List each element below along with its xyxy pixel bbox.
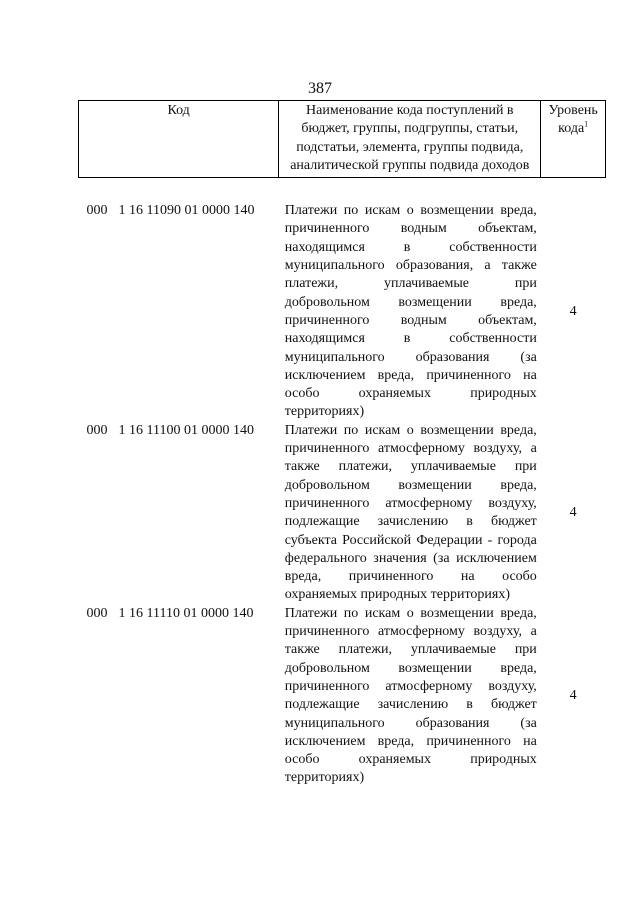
code-level: 4 [569,303,577,319]
footnote-marker: 1 [584,119,589,129]
table-row [79,422,606,605]
table-header-row [79,101,606,178]
revenue-code: 1 16 11090 01 0000 140 [118,203,255,219]
code-cell [79,605,279,788]
code-level: 4 [569,505,577,521]
table-row [79,605,606,788]
table-row [79,202,606,422]
code-description: Платежи по искам о возмещении вреда, причиненного атмосферному воздуху, а также платежи, уплачиваемые при добровольном возмещении вреда, причиненного атмосферному воздуху, подлежащие зачислению в бюджет муниципального образования (за исключением вреда, причиненного на особо охраняемых природных территориях) [284,605,537,786]
header-level-label: Уровень кода [548,103,598,137]
code-level: 4 [569,688,577,704]
header-level [541,101,606,178]
admin-code: 000 [86,605,108,621]
revenue-codes-table [78,100,606,788]
code-description: Платежи по искам о возмещении вреда, причиненного атмосферному воздуху, а также платежи, уплачиваемые при добровольном возмещении вреда, причиненного атмосферному воздуху, подлежащие зачислению в бюджет субъекта Российской Федерации - города федерального значения (за исключением вреда, причиненного на особо охраняемых природных территориях) [284,422,537,603]
admin-code: 000 [86,422,108,438]
code-description: Платежи по искам о возмещении вреда, причиненного водным объектам, находящимся в собственности муниципального образования, а также платежи, уплачиваемые при добровольном возмещении вреда, причиненного водным объектам, находящимся в собственности муниципального образования (за исключением вреда, причиненного на особо охраняемых природных территориях) [284,203,537,420]
code-cell [79,422,279,605]
revenue-code: 1 16 11110 01 0000 140 [118,605,254,621]
page-number: 387 [308,80,332,97]
header-spacer [79,178,606,203]
admin-code: 000 [86,203,108,219]
header-name: Наименование кода поступлений в бюджет, группы, подгруппы, статьи, подстатьи, элемента, группы подвида, аналитической группы подвида доходов [279,101,541,178]
header-code: Код [79,101,279,178]
revenue-code: 1 16 11100 01 0000 140 [118,422,254,438]
code-cell [79,202,279,422]
